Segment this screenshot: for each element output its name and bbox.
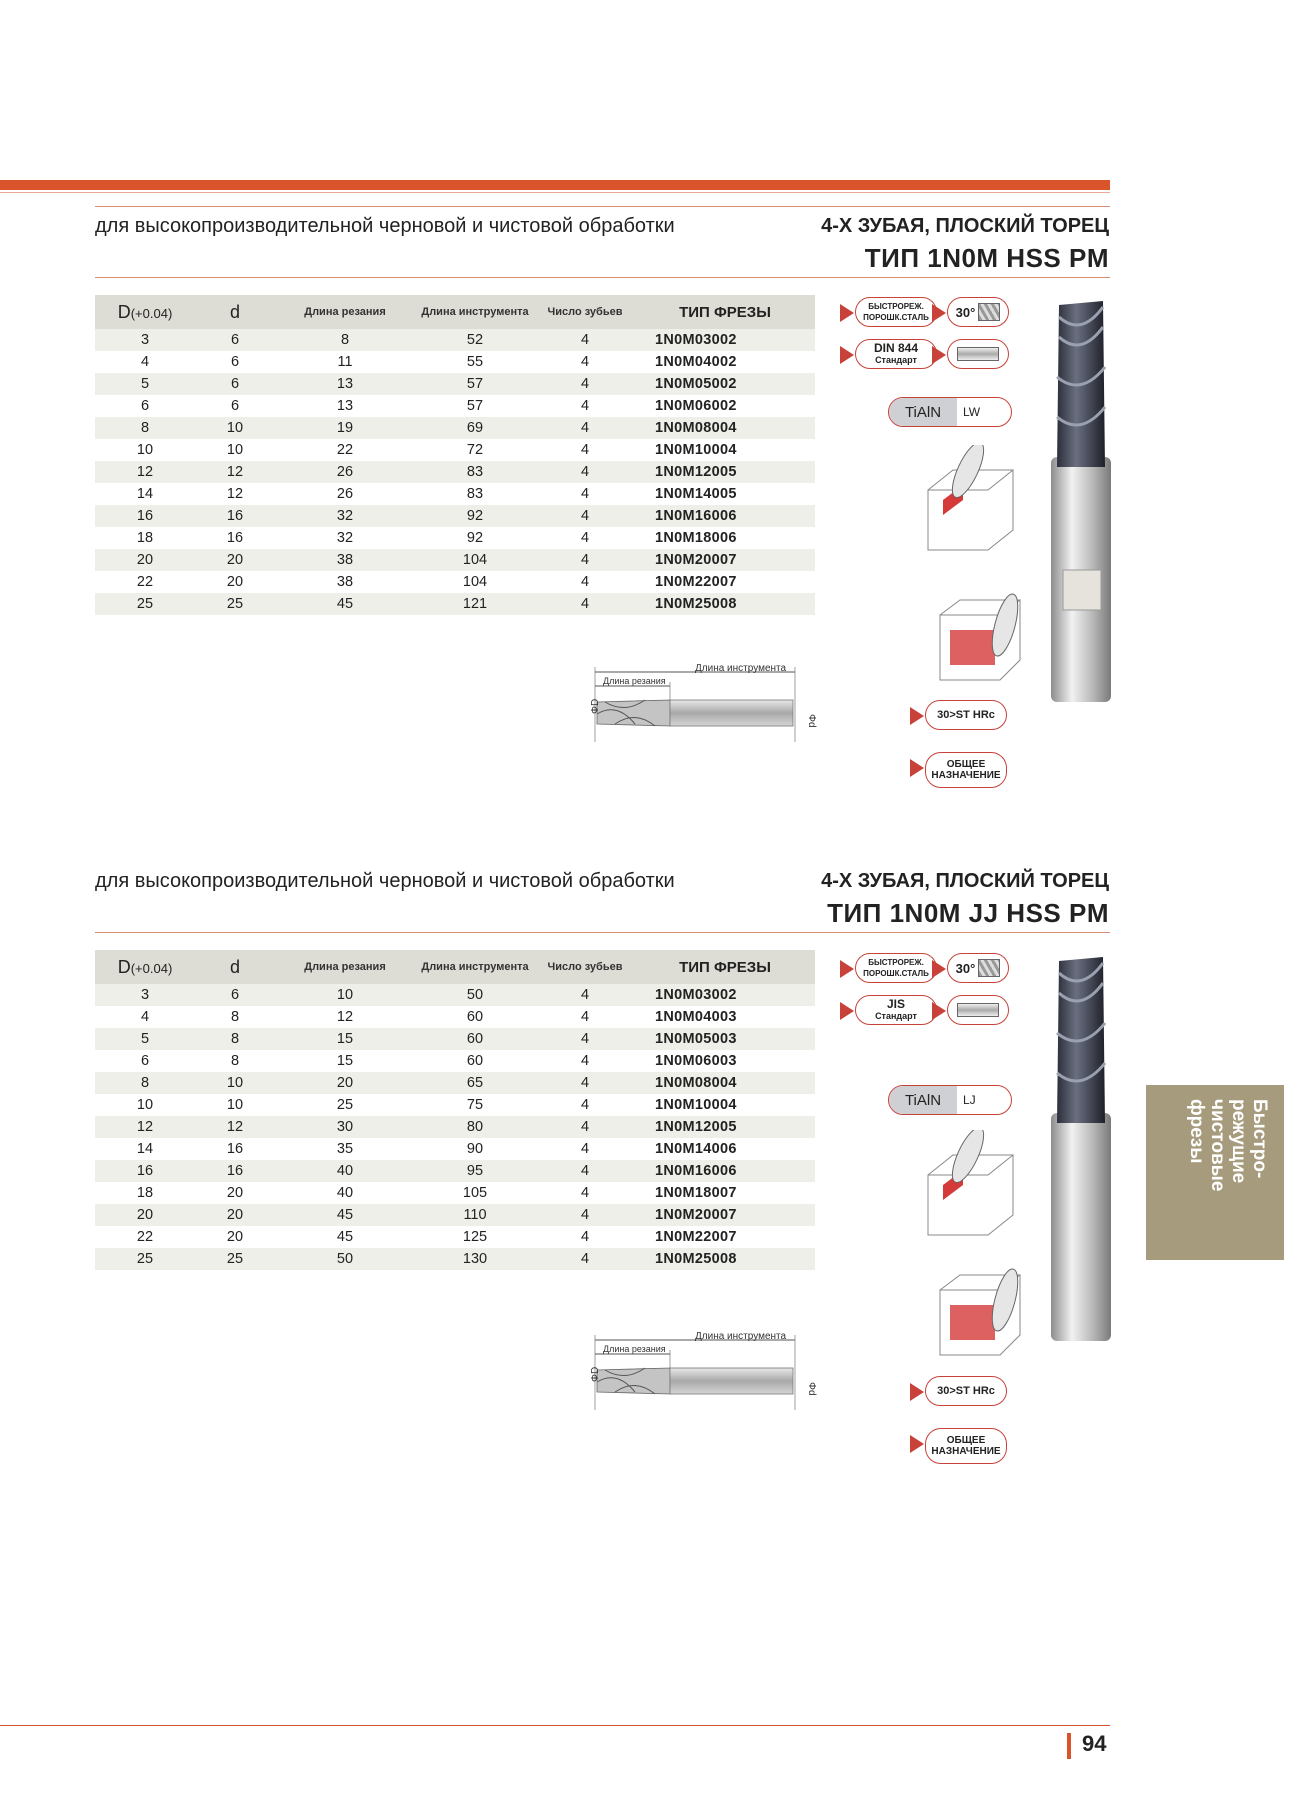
shank-type-badge <box>947 339 1009 369</box>
cell-col-tool-length: 75 <box>415 1094 535 1116</box>
table-row <box>95 1204 815 1226</box>
table-row <box>95 1248 815 1270</box>
helix-icon <box>978 303 1000 321</box>
cell-col-d: 10 <box>195 1094 275 1116</box>
section-subtitle: для высокопроизводительной черновой и чистовой обработки <box>95 870 675 892</box>
table-row <box>95 329 815 351</box>
cut-length-label: Длина резания <box>603 1344 666 1354</box>
cell-col-cut-length: 32 <box>275 527 415 549</box>
cell-col-d: 8 <box>195 1006 275 1028</box>
top-accent-line <box>0 192 1110 193</box>
table-row <box>95 549 815 571</box>
cell-col-tool-length: 60 <box>415 1028 535 1050</box>
side-milling-operation-icon <box>935 1260 1025 1360</box>
cell-col-type: 1N0M22007 <box>635 1226 815 1248</box>
cell-col-d: 16 <box>195 527 275 549</box>
cell-col-d: 6 <box>195 351 275 373</box>
cell-col-type: 1N0M06003 <box>635 1050 815 1072</box>
cell-col-D: 20 <box>95 549 195 571</box>
cell-col-type: 1N0M10004 <box>635 439 815 461</box>
material-badge: БЫСТРОРЕЖ. ПОРОШК.СТАЛЬ <box>855 297 937 327</box>
cell-col-tool-length: 50 <box>415 984 535 1006</box>
tool-length-label: Длина инструмента <box>695 1331 787 1342</box>
cell-col-cut-length: 15 <box>275 1028 415 1050</box>
col-header-type: ТИП ФРЕЗЫ <box>635 950 815 984</box>
end-mill-image <box>1045 953 1117 1343</box>
section-heading-flutes: 4-Х ЗУБАЯ, ПЛОСКИЙ ТОРЕЦ <box>821 215 1109 237</box>
cell-col-d: 20 <box>195 1226 275 1248</box>
page-number-marker <box>1067 1733 1071 1759</box>
cell-col-D: 4 <box>95 351 195 373</box>
cell-col-tool-length: 95 <box>415 1160 535 1182</box>
cell-col-type: 1N0M14006 <box>635 1138 815 1160</box>
cell-col-d: 16 <box>195 505 275 527</box>
cell-col-type: 1N0M12005 <box>635 461 815 483</box>
cell-col-tool-length: 110 <box>415 1204 535 1226</box>
cell-col-cut-length: 15 <box>275 1050 415 1072</box>
cell-col-type: 1N0M18006 <box>635 527 815 549</box>
cell-col-D: 16 <box>95 1160 195 1182</box>
header-rule-bottom <box>95 932 1110 933</box>
slotting-operation-icon <box>918 445 1018 555</box>
table-row <box>95 417 815 439</box>
cell-col-cut-length: 45 <box>275 1226 415 1248</box>
cell-col-type: 1N0M25008 <box>635 593 815 615</box>
cell-col-cut-length: 26 <box>275 461 415 483</box>
cell-col-d: 20 <box>195 1204 275 1226</box>
cell-col-cut-length: 20 <box>275 1072 415 1094</box>
cell-col-D: 18 <box>95 527 195 549</box>
table-body <box>95 329 815 615</box>
table-row <box>95 1006 815 1028</box>
cell-col-tool-length: 57 <box>415 373 535 395</box>
cell-col-D: 6 <box>95 1050 195 1072</box>
spec-table <box>95 295 815 615</box>
cell-col-d: 20 <box>195 1182 275 1204</box>
table-row <box>95 461 815 483</box>
table-row <box>95 1226 815 1248</box>
cell-col-cut-length: 45 <box>275 1204 415 1226</box>
table-header-row <box>95 950 815 984</box>
table-row <box>95 984 815 1006</box>
standard-badge: JIS Стандарт <box>855 995 937 1025</box>
cell-col-cut-length: 45 <box>275 593 415 615</box>
cell-col-tool-length: 80 <box>415 1116 535 1138</box>
cell-col-cut-length: 38 <box>275 549 415 571</box>
cell-col-cut-length: 38 <box>275 571 415 593</box>
cell-col-D: 4 <box>95 1006 195 1028</box>
cell-col-flutes: 4 <box>535 1182 635 1204</box>
cell-col-tool-length: 83 <box>415 461 535 483</box>
cell-col-flutes: 4 <box>535 1050 635 1072</box>
helix-icon <box>978 959 1000 977</box>
shank-plain-icon <box>957 1003 999 1017</box>
slotting-operation-icon <box>918 1130 1018 1240</box>
cell-col-cut-length: 32 <box>275 505 415 527</box>
cell-col-type: 1N0M10004 <box>635 1094 815 1116</box>
category-side-tab[interactable] <box>1146 1085 1284 1260</box>
cell-col-cut-length: 25 <box>275 1094 415 1116</box>
cell-col-tool-length: 57 <box>415 395 535 417</box>
cell-col-D: 22 <box>95 571 195 593</box>
material-badge: БЫСТРОРЕЖ. ПОРОШК.СТАЛЬ <box>855 953 937 983</box>
cell-col-type: 1N0M08004 <box>635 1072 815 1094</box>
spec-table <box>95 950 815 1270</box>
cell-col-tool-length: 72 <box>415 439 535 461</box>
cell-col-tool-length: 104 <box>415 571 535 593</box>
table-header-row <box>95 295 815 329</box>
table-row <box>95 483 815 505</box>
cell-col-type: 1N0M20007 <box>635 549 815 571</box>
cell-col-d: 10 <box>195 417 275 439</box>
cell-col-cut-length: 50 <box>275 1248 415 1270</box>
cell-col-tool-length: 60 <box>415 1006 535 1028</box>
cell-col-tool-length: 130 <box>415 1248 535 1270</box>
cell-col-flutes: 4 <box>535 417 635 439</box>
cell-col-tool-length: 92 <box>415 505 535 527</box>
cell-col-flutes: 4 <box>535 439 635 461</box>
cell-col-d: 10 <box>195 439 275 461</box>
tool-shank <box>670 700 793 726</box>
col-header-D: D(+0.04) <box>95 295 195 329</box>
cell-col-D: 25 <box>95 593 195 615</box>
col-header-tool-length: Длина инструмента <box>415 295 535 329</box>
cell-col-D: 16 <box>95 505 195 527</box>
cell-col-D: 18 <box>95 1182 195 1204</box>
cell-col-D: 12 <box>95 461 195 483</box>
col-header-flutes: Число зубьев <box>535 295 635 329</box>
cell-col-flutes: 4 <box>535 1072 635 1094</box>
cell-col-flutes: 4 <box>535 1204 635 1226</box>
cell-col-tool-length: 52 <box>415 329 535 351</box>
cell-col-D: 8 <box>95 417 195 439</box>
cell-col-D: 10 <box>95 439 195 461</box>
end-mill-image <box>1045 297 1117 705</box>
cell-col-flutes: 4 <box>535 329 635 351</box>
cell-col-d: 25 <box>195 1248 275 1270</box>
cell-col-type: 1N0M06002 <box>635 395 815 417</box>
cell-col-d: 25 <box>195 593 275 615</box>
cell-col-d: 16 <box>195 1138 275 1160</box>
diameter-d-label: Φd <box>806 1382 817 1396</box>
cell-col-tool-length: 65 <box>415 1072 535 1094</box>
cell-col-cut-length: 8 <box>275 329 415 351</box>
cell-col-d: 6 <box>195 373 275 395</box>
cell-col-D: 5 <box>95 1028 195 1050</box>
table-row <box>95 593 815 615</box>
cell-col-flutes: 4 <box>535 1138 635 1160</box>
cell-col-type: 1N0M18007 <box>635 1182 815 1204</box>
page-number: 94 <box>1082 1731 1107 1756</box>
cell-col-type: 1N0M05002 <box>635 373 815 395</box>
cell-col-d: 6 <box>195 984 275 1006</box>
cell-col-cut-length: 13 <box>275 395 415 417</box>
cell-col-type: 1N0M16006 <box>635 1160 815 1182</box>
cell-col-flutes: 4 <box>535 1226 635 1248</box>
cell-col-D: 10 <box>95 1094 195 1116</box>
cell-col-flutes: 4 <box>535 505 635 527</box>
cell-col-flutes: 4 <box>535 461 635 483</box>
cell-col-d: 8 <box>195 1050 275 1072</box>
cell-col-tool-length: 90 <box>415 1138 535 1160</box>
cell-col-tool-length: 83 <box>415 483 535 505</box>
cell-col-tool-length: 69 <box>415 417 535 439</box>
section-subtitle: для высокопроизводительной черновой и чистовой обработки <box>95 215 675 237</box>
cell-col-tool-length: 121 <box>415 593 535 615</box>
coating-badge: TiAlN LW <box>888 397 1012 427</box>
cell-col-flutes: 4 <box>535 549 635 571</box>
cell-col-type: 1N0M22007 <box>635 571 815 593</box>
cell-col-D: 14 <box>95 1138 195 1160</box>
helix-angle-badge: 30° <box>947 953 1009 983</box>
cell-col-D: 3 <box>95 984 195 1006</box>
cut-length-label: Длина резания <box>603 676 666 686</box>
col-header-type: ТИП ФРЕЗЫ <box>635 295 815 329</box>
coating-badge: TiAlN LJ <box>888 1085 1012 1115</box>
table-row <box>95 571 815 593</box>
purpose-badge: ОБЩЕЕ НАЗНАЧЕНИЕ <box>925 752 1007 788</box>
table-row <box>95 1094 815 1116</box>
cell-col-type: 1N0M25008 <box>635 1248 815 1270</box>
cell-col-d: 16 <box>195 1160 275 1182</box>
cell-col-flutes: 4 <box>535 1248 635 1270</box>
cell-col-cut-length: 22 <box>275 439 415 461</box>
col-header-flutes: Число зубьев <box>535 950 635 984</box>
cell-col-cut-length: 11 <box>275 351 415 373</box>
tool-length-label: Длина инструмента <box>695 663 787 674</box>
col-header-cut-length: Длина резания <box>275 950 415 984</box>
table-row <box>95 1138 815 1160</box>
table-row <box>95 1050 815 1072</box>
top-accent-bar <box>0 180 1110 190</box>
category-side-tab-label: Быстро- режущие чистовые фрезы <box>1186 1099 1270 1192</box>
cell-col-type: 1N0M12005 <box>635 1116 815 1138</box>
cell-col-type: 1N0M05003 <box>635 1028 815 1050</box>
cell-col-flutes: 4 <box>535 1094 635 1116</box>
cell-col-cut-length: 40 <box>275 1160 415 1182</box>
cell-col-type: 1N0M20007 <box>635 1204 815 1226</box>
purpose-badge: ОБЩЕЕ НАЗНАЧЕНИЕ <box>925 1428 1007 1464</box>
cell-col-flutes: 4 <box>535 527 635 549</box>
tool-dimension-diagram <box>555 1330 825 1418</box>
helix-angle-badge: 30° <box>947 297 1009 327</box>
tool-shank <box>670 1368 793 1394</box>
col-header-cut-length: Длина резания <box>275 295 415 329</box>
cell-col-D: 14 <box>95 483 195 505</box>
table-row <box>95 1182 815 1204</box>
cell-col-type: 1N0M03002 <box>635 329 815 351</box>
table-row <box>95 439 815 461</box>
table-row <box>95 373 815 395</box>
table-row <box>95 395 815 417</box>
cell-col-d: 10 <box>195 1072 275 1094</box>
cell-col-tool-length: 105 <box>415 1182 535 1204</box>
cell-col-type: 1N0M04003 <box>635 1006 815 1028</box>
diameter-D-label: ΦD <box>590 698 601 714</box>
cell-col-tool-length: 104 <box>415 549 535 571</box>
cell-col-d: 12 <box>195 1116 275 1138</box>
cell-col-d: 20 <box>195 549 275 571</box>
diameter-d-label: Φd <box>806 714 817 728</box>
table-row <box>95 1072 815 1094</box>
cell-col-D: 8 <box>95 1072 195 1094</box>
cell-col-cut-length: 26 <box>275 483 415 505</box>
cell-col-D: 22 <box>95 1226 195 1248</box>
section-heading-flutes: 4-Х ЗУБАЯ, ПЛОСКИЙ ТОРЕЦ <box>821 870 1109 892</box>
section-heading-type: ТИП 1N0M JJ HSS PM <box>827 898 1109 928</box>
cell-col-cut-length: 12 <box>275 1006 415 1028</box>
cell-col-flutes: 4 <box>535 984 635 1006</box>
header-rule-bottom <box>95 277 1110 278</box>
cell-col-flutes: 4 <box>535 593 635 615</box>
shank-flat-icon <box>957 347 999 361</box>
cell-col-cut-length: 13 <box>275 373 415 395</box>
cell-col-D: 3 <box>95 329 195 351</box>
cell-col-cut-length: 35 <box>275 1138 415 1160</box>
table-row <box>95 505 815 527</box>
cell-col-type: 1N0M14005 <box>635 483 815 505</box>
cell-col-tool-length: 125 <box>415 1226 535 1248</box>
cell-col-D: 20 <box>95 1204 195 1226</box>
table-row <box>95 351 815 373</box>
cell-col-type: 1N0M04002 <box>635 351 815 373</box>
cell-col-flutes: 4 <box>535 351 635 373</box>
standard-badge: DIN 844 Стандарт <box>855 339 937 369</box>
col-header-d: d <box>195 950 275 984</box>
cell-col-cut-length: 10 <box>275 984 415 1006</box>
cell-col-cut-length: 40 <box>275 1182 415 1204</box>
cell-col-type: 1N0M03002 <box>635 984 815 1006</box>
cell-col-cut-length: 19 <box>275 417 415 439</box>
header-rule-top <box>95 206 1110 207</box>
cell-col-flutes: 4 <box>535 1006 635 1028</box>
cell-col-d: 6 <box>195 395 275 417</box>
cell-col-D: 25 <box>95 1248 195 1270</box>
cell-col-flutes: 4 <box>535 571 635 593</box>
cell-col-D: 6 <box>95 395 195 417</box>
hardness-badge: 30>ST HRc <box>925 1376 1007 1406</box>
cell-col-D: 5 <box>95 373 195 395</box>
cell-col-D: 12 <box>95 1116 195 1138</box>
hardness-badge: 30>ST HRc <box>925 700 1007 730</box>
col-header-d: d <box>195 295 275 329</box>
footer-rule <box>0 1725 1110 1726</box>
cell-col-type: 1N0M08004 <box>635 417 815 439</box>
cell-col-flutes: 4 <box>535 395 635 417</box>
cell-col-d: 12 <box>195 483 275 505</box>
table-row <box>95 1116 815 1138</box>
cell-col-tool-length: 92 <box>415 527 535 549</box>
cell-col-flutes: 4 <box>535 1116 635 1138</box>
diameter-D-label: ΦD <box>590 1366 601 1382</box>
cell-col-d: 20 <box>195 571 275 593</box>
cell-col-d: 12 <box>195 461 275 483</box>
cell-col-flutes: 4 <box>535 1028 635 1050</box>
col-header-D: D(+0.04) <box>95 950 195 984</box>
cell-col-tool-length: 55 <box>415 351 535 373</box>
table-row <box>95 527 815 549</box>
cell-col-flutes: 4 <box>535 1160 635 1182</box>
cell-col-flutes: 4 <box>535 483 635 505</box>
cell-col-type: 1N0M16006 <box>635 505 815 527</box>
col-header-tool-length: Длина инструмента <box>415 950 535 984</box>
tool-dimension-diagram <box>555 662 825 750</box>
table-row <box>95 1028 815 1050</box>
cell-col-d: 6 <box>195 329 275 351</box>
shank-type-badge <box>947 995 1009 1025</box>
cell-col-flutes: 4 <box>535 373 635 395</box>
cell-col-tool-length: 60 <box>415 1050 535 1072</box>
section-heading-type: ТИП 1N0M HSS PM <box>864 243 1109 273</box>
table-body <box>95 984 815 1270</box>
side-milling-operation-icon <box>935 585 1025 685</box>
cell-col-cut-length: 30 <box>275 1116 415 1138</box>
table-row <box>95 1160 815 1182</box>
cell-col-d: 8 <box>195 1028 275 1050</box>
